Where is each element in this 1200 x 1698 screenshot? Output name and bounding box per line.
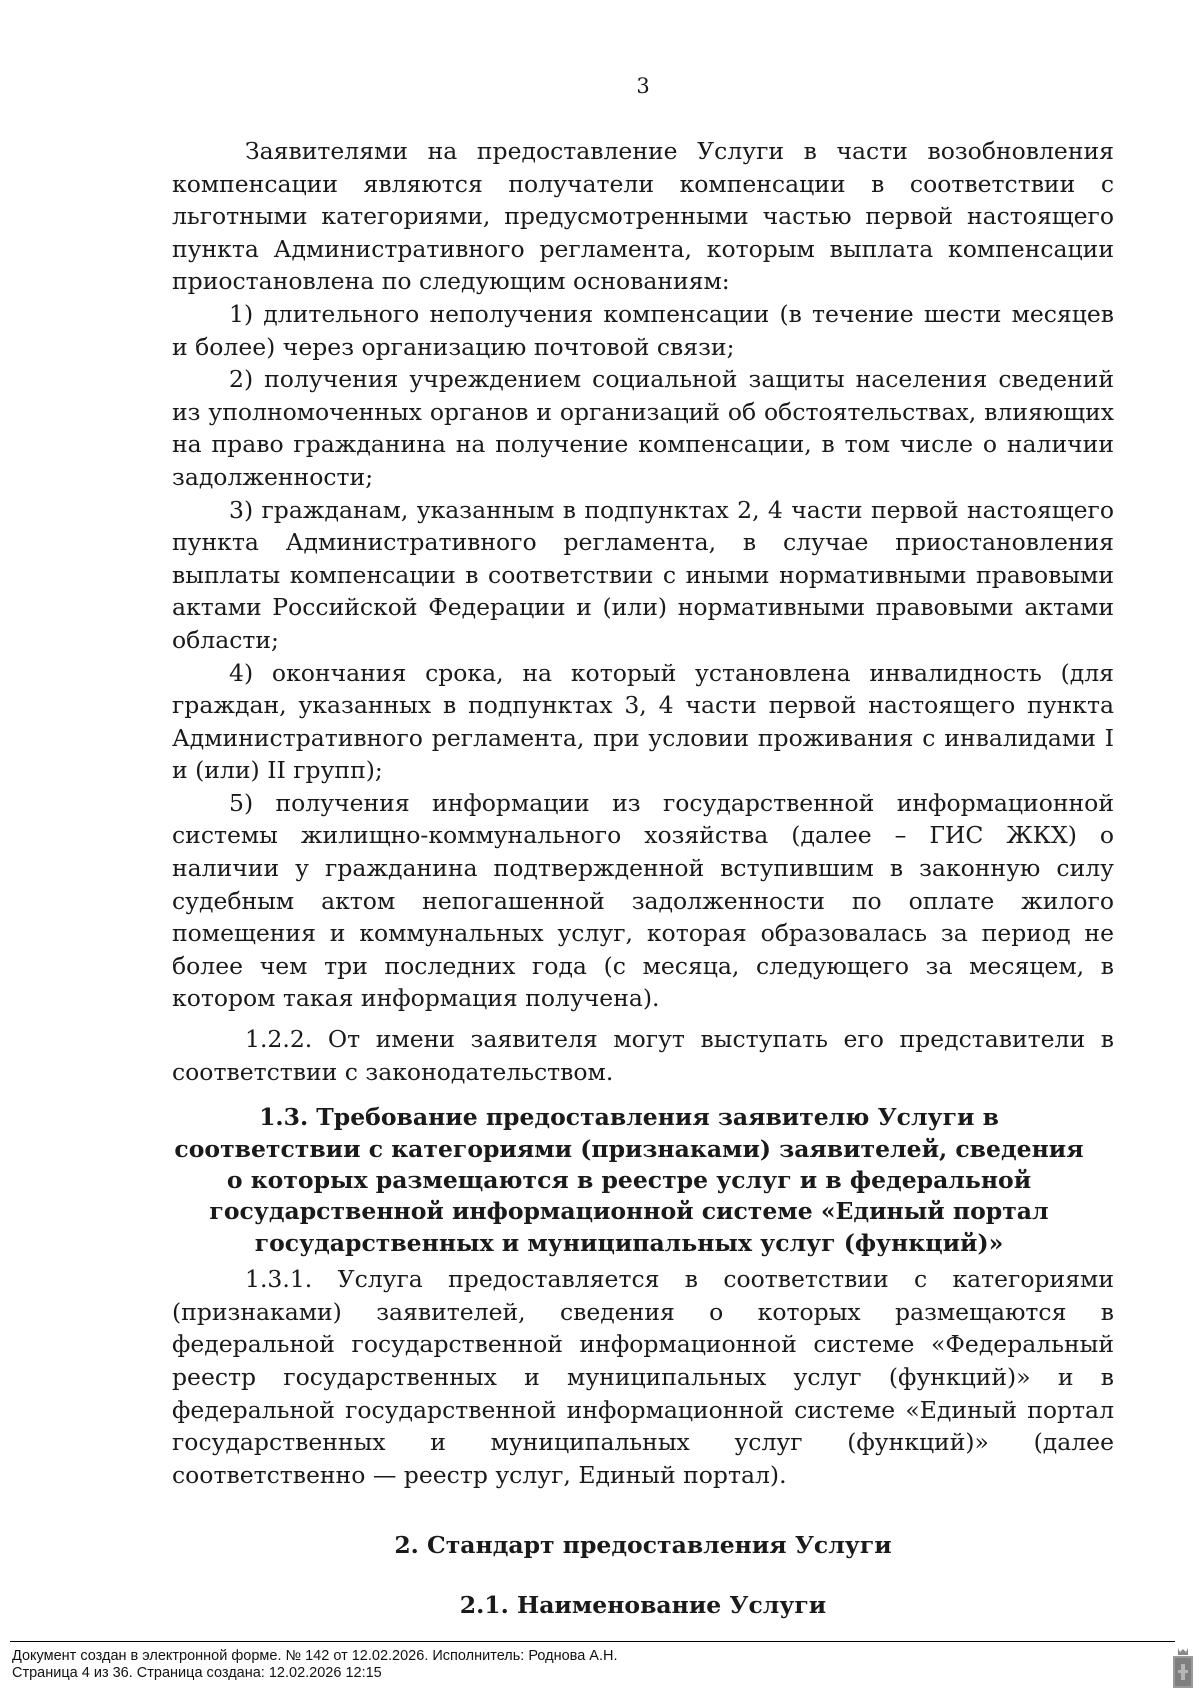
document-footer	[12, 1648, 618, 1682]
section-heading-2: 2. Стандарт предоставления Услуги	[394, 1531, 892, 1560]
page-number: 3	[636, 74, 650, 98]
paragraph-1-3-1: 1.3.1. Услуга предоставляется в соответствии с категориями (признаками) заявителей, сведения о которых размещаются в федеральной государственной информационной системе «Федеральный реестр государственных и муниципальных услуг (функций)» и в федеральной государственной информационной системе «Единый портал государственных и муниципальных услуг (функций)» (далее соответственно — реестр услуг, Единый портал).	[172, 1265, 1114, 1489]
paragraph-applicants: Заявителями на предоставление Услуги в части возобновления компенсации являются получатели компенсации в соответствии с льготными категориями, предусмотренными частью первой настоящего пункта Административного регламента, которым выплата компенсации приостановлена по следующим основаниям:	[172, 137, 1114, 296]
list-item-4: 4) окончания срока, на который установлена инвалидность (для граждан, указанных в подпунктах 3, 4 части первой настоящего пункта Административного регламента, при условии проживания с инвалидами I и (или) II групп);	[172, 658, 1114, 785]
list-item-1: 1) длительного неполучения компенсации (в течение шести месяцев и более) через организацию почтовой связи;	[172, 299, 1114, 361]
footer-document-info: Документ создан в электронной форме. № 142 от 12.02.2026. Исполнитель: Роднова А.Н.	[12, 1648, 618, 1664]
section-heading-1-3: 1.3. Требование предоставления заявителю Услуги в соответствии с категориями (признаками) заявителей, сведения о которых размещаются в реестре услуг и в федеральной государственной информационной системе «Единый портал государственных и муниципальных услуг (функций)»	[174, 1103, 1084, 1257]
footer-divider	[10, 1641, 1175, 1642]
list-item-5: 5) получения информации из государственной информационной системы жилищно-коммунального хозяйства (далее – ГИС ЖКХ) о наличии у гражданина подтвержденной вступившим в законную силу судебным актом непогашенной задолженности по оплате жилого помещения и коммунальных услуг, которая образовалась за период не более чем три последних года (с месяца, следующего за месяцем, в котором такая информация получена).	[172, 788, 1114, 1013]
footer-page-info: Страница 4 из 36. Страница создана: 12.02.2026 12:15	[12, 1665, 382, 1681]
section-heading-2-1: 2.1. Наименование Услуги	[459, 1591, 827, 1619]
document-body	[172, 135, 1114, 1622]
list-item-3: 3) гражданам, указанным в подпунктах 2, 4 части первой настоящего пункта Административного регламента, в случае приостановления выплаты компенсации в соответствии с иными нормативными правовыми актами Российской Федерации и (или) нормативными правовыми актами области;	[172, 495, 1114, 654]
paragraph-1-2-2: 1.2.2. От имени заявителя могут выступать его представители в соответствии с законодательством.	[172, 1025, 1114, 1086]
coat-of-arms-icon	[1172, 1644, 1194, 1690]
list-item-2: 2) получения учреждением социальной защиты населения сведений из уполномоченных органов и организаций об обстоятельствах, влияющих на право гражданина на получение компенсации, в том числе о наличии задолженности;	[172, 365, 1114, 491]
